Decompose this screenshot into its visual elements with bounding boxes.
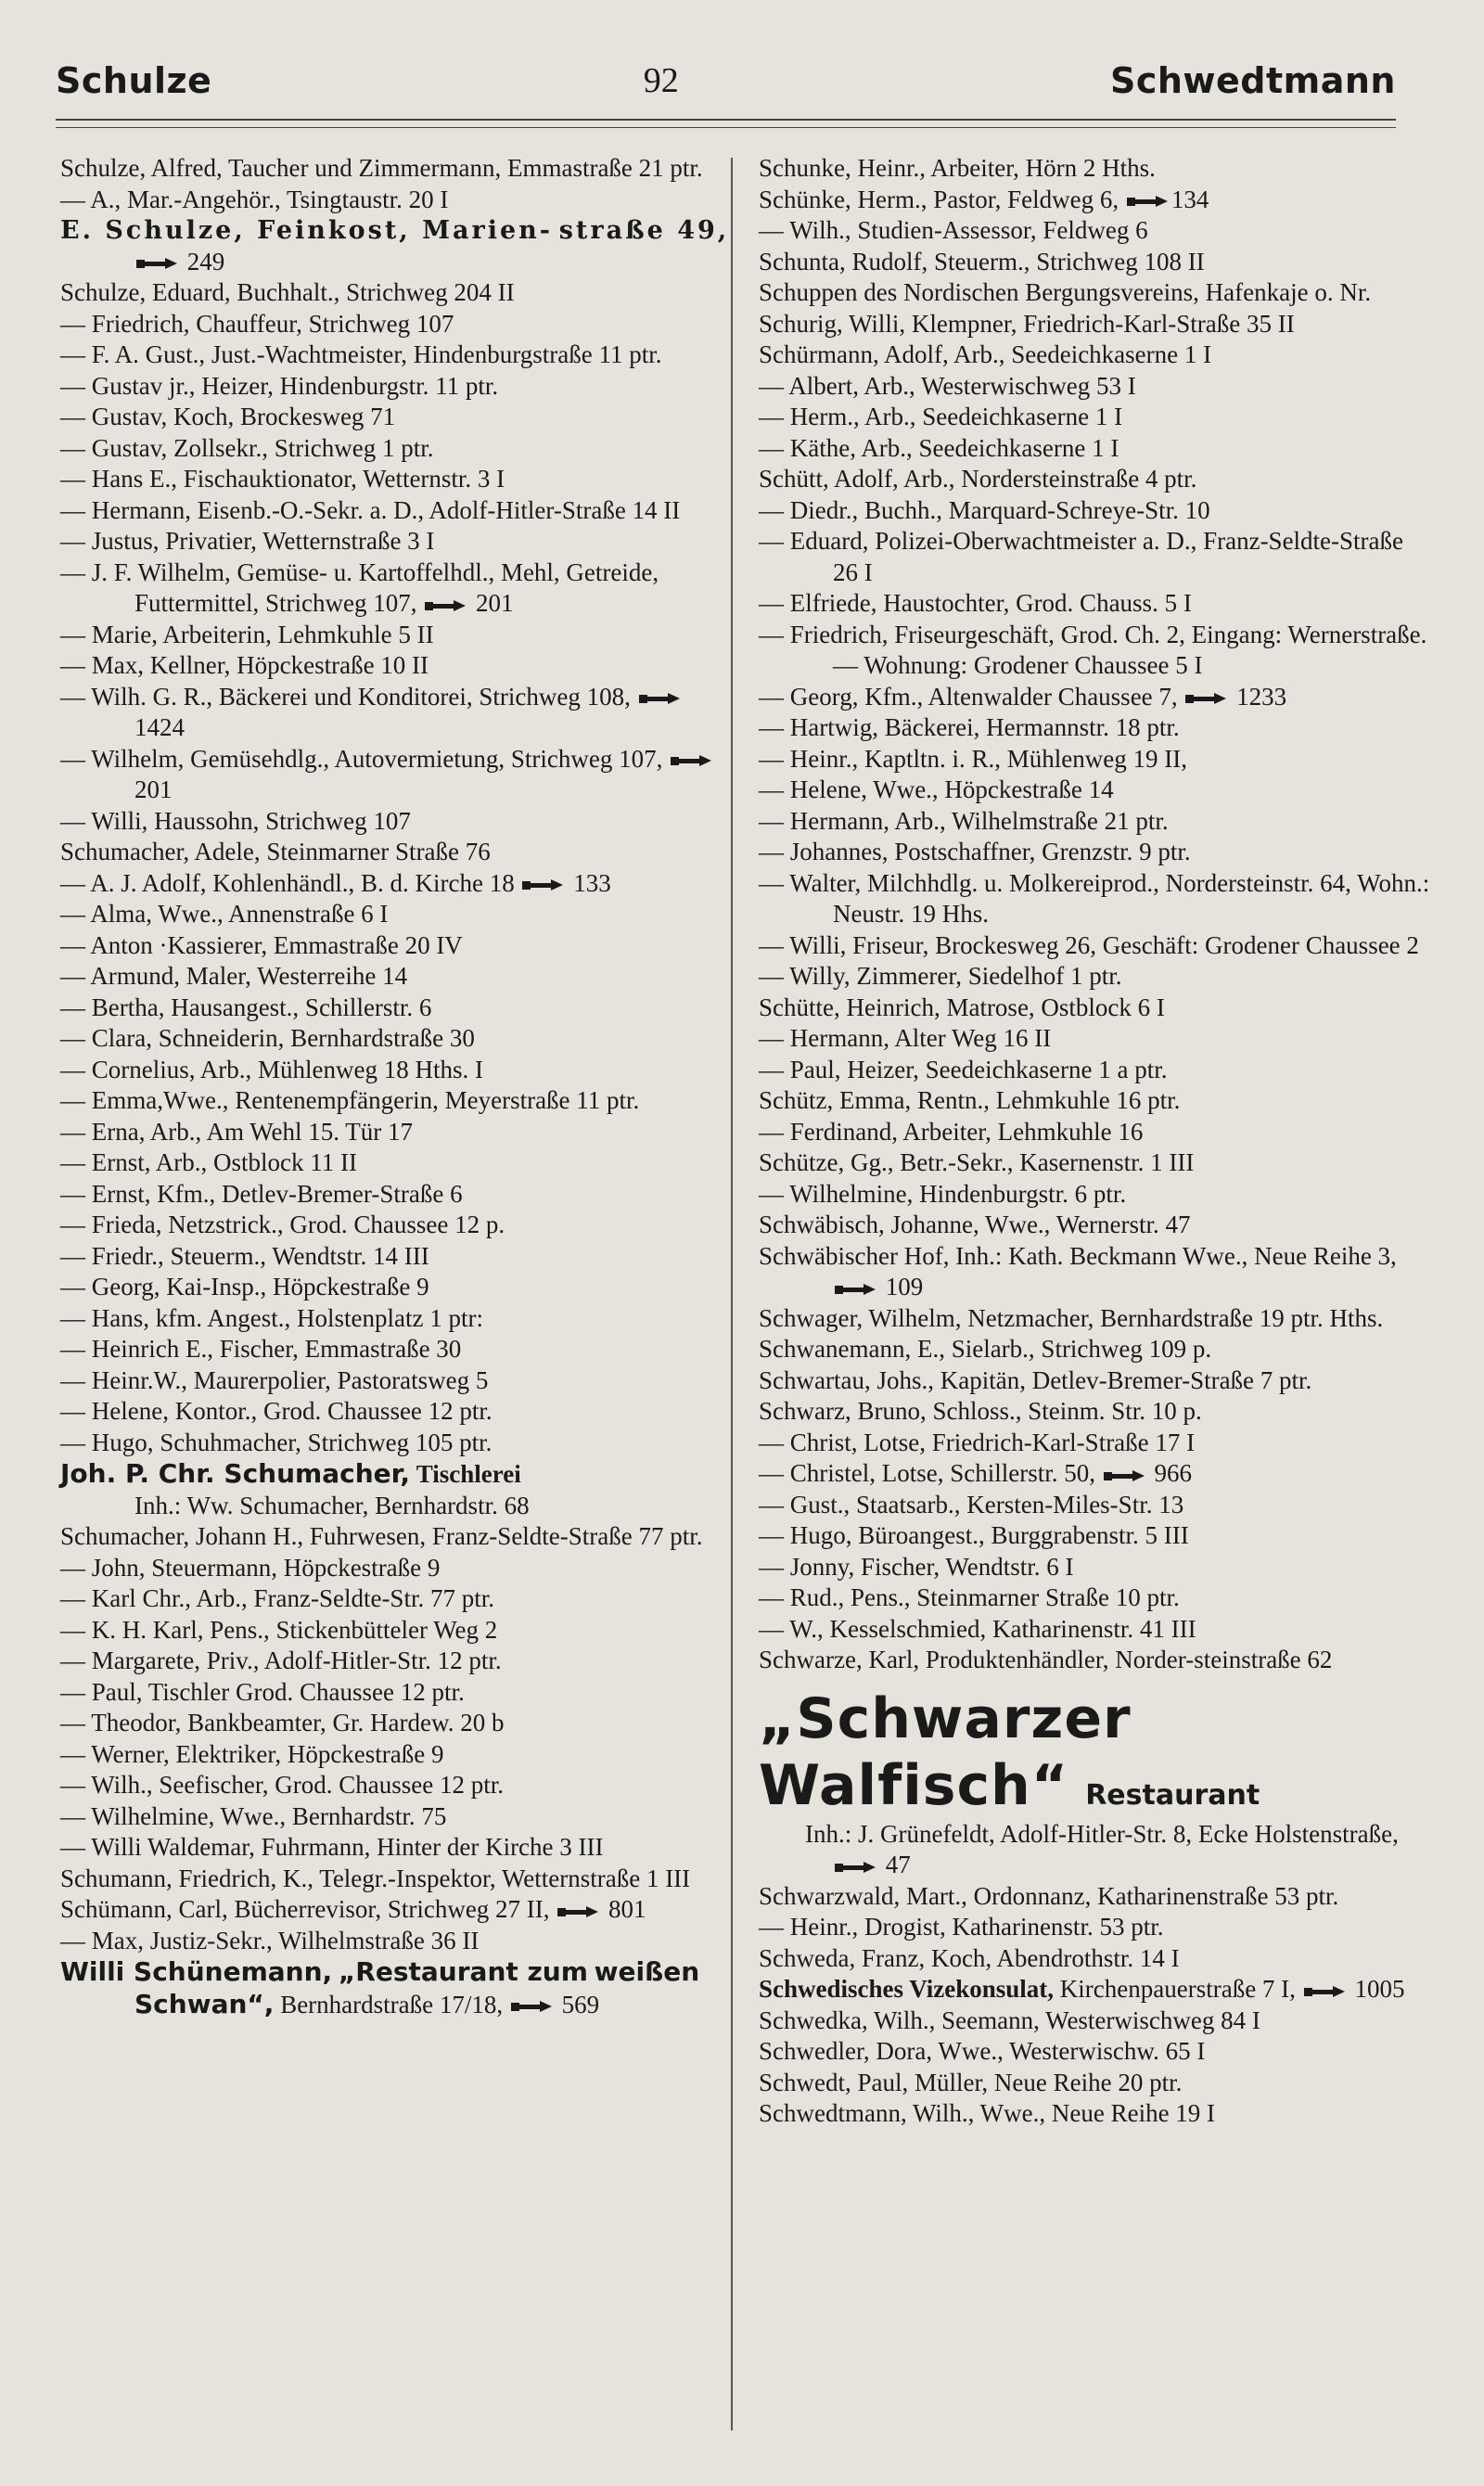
list-item: — Clara, Schneiderin, Bernhardstraße 30: [60, 1024, 475, 1052]
firm-name: Joh. P. Chr. Schumacher,: [60, 1458, 410, 1489]
list-item: — Wilhelmine, Hindenburgstr. 6 ptr.: [759, 1179, 1127, 1208]
telephone-receiver-icon: [1125, 193, 1171, 210]
telephone-receiver-icon: [833, 1859, 879, 1876]
list-item: — Frieda, Netzstrick., Grod. Chaussee 12 p.: [60, 1211, 505, 1238]
ad-subtitle: Restaurant: [1085, 1778, 1260, 1812]
entry-text: — Wilhelm, Gemüsehdlg., Autovermietung, Strichweg 107,: [60, 744, 663, 773]
list-item: — Wilh., Studien-Assessor, Feldweg 6: [759, 216, 1148, 244]
list-item-firm: [759, 1974, 1431, 2005]
list-item: [759, 682, 1431, 713]
entry-text: Schümann, Carl, Bücherrevisor, Strichweg 27 II,: [60, 1895, 550, 1923]
telephone-receiver-icon: [1102, 1467, 1148, 1484]
telephone-receiver-icon: [556, 1903, 602, 1920]
phone-number: 133: [573, 868, 611, 897]
entry-text: Schwäbischer Hof, Inh.: Kath. Beckmann Wwe., Neue Reihe 3,: [759, 1241, 1397, 1270]
right-column: [759, 153, 1436, 2130]
list-item: — Willi, Haussohn, Strichweg 107: [60, 806, 411, 835]
telephone-receiver-icon: [1183, 690, 1230, 707]
list-item: — Herm., Arb., Seedeichkaserne 1 I: [759, 403, 1123, 430]
list-item: [60, 1894, 733, 1926]
list-item: — Gustav jr., Heizer, Hindenburgstr. 11 ptr.: [60, 371, 499, 400]
list-item: — Wilhelmine, Wwe., Bernhardstr. 75: [60, 1801, 447, 1830]
list-item: — Max, Kellner, Höpckestraße 10 II: [60, 651, 429, 679]
firm-name: E. Schulze, Feinkost, Marien-: [60, 216, 553, 245]
telephone-receiver-icon: [833, 1281, 879, 1298]
list-item: — Willi, Friseur, Brockesweg 26, Geschäft: Grodener Chaussee 2: [759, 930, 1419, 959]
list-item: — F. A. Gust., Just.-Wachtmeister, Hindenburgstraße 11 ptr.: [60, 340, 662, 368]
telephone-receiver-icon: [637, 690, 684, 707]
list-item: Schwedka, Wilh., Seemann, Westerwischweg 84 I: [759, 2005, 1260, 2034]
list-item: Schütt, Adolf, Arb., Nordersteinstraße 4 ptr.: [759, 465, 1197, 493]
entry-text: — A. J. Adolf, Kohlenhändl., B. d. Kirche 18: [60, 868, 515, 897]
list-item: [60, 744, 733, 806]
list-item: — Karl Chr., Arb., Franz-Seldte-Str. 77 ptr.: [60, 1584, 494, 1612]
list-item: — Hermann, Alter Weg 16 II: [759, 1024, 1052, 1052]
phone-number: 966: [1154, 1459, 1192, 1487]
list-item: Inh.: Ww. Schumacher, Bernhardstr. 68: [134, 1491, 530, 1519]
list-item: — Hugo, Büroangest., Burggrabenstr. 5 III: [759, 1521, 1189, 1549]
firm-detail: weißen Schwan“,: [134, 1956, 709, 2019]
list-item: Schütz, Emma, Rentn., Lehmkuhle 16 ptr.: [759, 1086, 1181, 1114]
list-item: — Helene, Kontor., Grod. Chaussee 12 ptr.: [60, 1397, 493, 1425]
list-item: Schwarz, Bruno, Schloss., Steinm. Str. 10 p.: [759, 1397, 1202, 1425]
firm-name: Schwedisches Vizekonsulat,: [759, 1975, 1055, 2003]
phone-number: 249: [186, 247, 225, 276]
list-item: Schütte, Heinrich, Matrose, Ostblock 6 I: [759, 993, 1165, 1021]
list-item: — Erna, Arb., Am Wehl 15. Tür 17: [60, 1117, 414, 1146]
list-item: [60, 557, 733, 620]
list-item: Schulze, Eduard, Buchhalt., Strichweg 204 II: [60, 278, 515, 306]
list-item: — Friedrich, Chauffeur, Strichweg 107: [60, 309, 454, 338]
list-item: — Helene, Wwe., Höpckestraße 14: [759, 775, 1114, 803]
telephone-receiver-icon: [669, 752, 715, 769]
list-item: — Cornelius, Arb., Mühlenweg 18 Hths. I: [60, 1055, 483, 1083]
list-item: [60, 868, 733, 900]
phone-number: 801: [608, 1895, 646, 1923]
list-item-firm: [60, 215, 733, 277]
phone-number: 201: [475, 589, 514, 617]
phone-number: 109: [885, 1273, 924, 1301]
header-last-name: Schwedtmann: [1109, 60, 1396, 101]
firm-type: Tischlerei: [416, 1460, 521, 1488]
entry-text: Schünke, Herm., Pastor, Feldweg 6,: [759, 185, 1119, 213]
ad-title: „Schwarzer Walfisch“: [759, 1685, 1132, 1818]
list-item: — A., Mar.-Angehör., Tsingtaustr. 20 I: [60, 185, 449, 213]
list-item: — Eduard, Polizei-Oberwachtmeister a. D., Franz-Seldte-Straße 26 I: [759, 527, 1410, 586]
entry-text: Inh.: J. Grünefeldt, Adolf-Hitler-Str. 8, Ecke Holstenstraße,: [805, 1819, 1399, 1848]
phone-number: 1424: [134, 713, 185, 741]
list-item-firm: [60, 1956, 733, 2020]
entry-text: — Georg, Kfm., Altenwalder Chaussee 7,: [759, 682, 1178, 711]
list-item: Schunke, Heinr., Arbeiter, Hörn 2 Hths.: [759, 154, 1156, 182]
list-item: — Hugo, Schuhmacher, Strichweg 105 ptr.: [60, 1428, 493, 1456]
list-item: — W., Kesselschmied, Katharinenstr. 41 III: [759, 1614, 1196, 1643]
list-item: — Heinr., Drogist, Katharinenstr. 53 ptr.: [759, 1913, 1164, 1941]
list-item: — Bertha, Hausangest., Schillerstr. 6: [60, 993, 432, 1021]
list-item: Schumacher, Adele, Steinmarner Straße 76: [60, 838, 491, 865]
list-item: — Werner, Elektriker, Höpckestraße 9: [60, 1739, 444, 1768]
list-item: — Diedr., Buchh., Marquard-Schreye-Str. 10: [759, 495, 1210, 524]
list-item: — Willi Waldemar, Fuhrmann, Hinter der Kirche 3 III: [60, 1833, 604, 1861]
list-item: — Armund, Maler, Westerreihe 14: [60, 962, 408, 990]
list-item: — Willy, Zimmerer, Siedelhof 1 ptr.: [759, 962, 1122, 990]
phone-number: 201: [134, 775, 173, 803]
list-item: — Gustav, Zollsekr., Strichweg 1 ptr.: [60, 433, 434, 462]
list-item: Schumann, Friedrich, K., Telegr.-Inspektor, Wetternstraße 1 III: [60, 1864, 691, 1892]
telephone-receiver-icon: [134, 255, 181, 272]
firm-address: Kirchenpauerstraße 7 I,: [1059, 1975, 1296, 2003]
phone-number: 1233: [1236, 682, 1287, 711]
list-item: — Rud., Pens., Steinmarner Straße 10 ptr.: [759, 1583, 1180, 1611]
list-item: — Paul, Heizer, Seedeichkaserne 1 a ptr.: [759, 1055, 1168, 1083]
list-item: — Heinr.W., Maurerpolier, Pastoratsweg 5: [60, 1365, 489, 1394]
list-item: Schuppen des Nordischen Bergungsvereins, Hafenkaje o. Nr.: [759, 278, 1372, 306]
phone-number: 1005: [1354, 1975, 1405, 2003]
list-item: — Margarete, Priv., Adolf-Hitler-Str. 12 ptr.: [60, 1647, 502, 1674]
list-item: — Hermann, Eisenb.-O.-Sekr. a. D., Adolf-Hitler-Straße 14 II: [60, 495, 681, 524]
list-item: Schwäbisch, Johanne, Wwe., Wernerstr. 47: [759, 1211, 1191, 1238]
firm-detail: „Restaurant zum: [338, 1956, 588, 1987]
list-item: — Jonny, Fischer, Wendtstr. 6 I: [759, 1552, 1074, 1581]
restaurant-ad: [759, 1685, 1431, 1819]
entry-text: — Christel, Lotse, Schillerstr. 50,: [759, 1459, 1095, 1487]
left-column: [60, 153, 733, 2020]
list-item: — K. H. Karl, Pens., Stickenbütteler Weg 2: [60, 1615, 498, 1644]
list-item: — John, Steuermann, Höpckestraße 9: [60, 1553, 441, 1582]
page-number: 92: [643, 61, 679, 100]
list-item: — Elfriede, Haustochter, Grod. Chauss. 5 I: [759, 589, 1192, 617]
list-item: — Hans E., Fischauktionator, Wetternstr. 3 I: [60, 465, 505, 493]
list-item: Schulze, Alfred, Taucher und Zimmermann, Emmastraße 21 ptr.: [60, 154, 703, 182]
list-item: — Anton ·Kassierer, Emmastraße 20 IV: [60, 930, 463, 959]
list-item: — Christ, Lotse, Friedrich-Karl-Straße 17 I: [759, 1428, 1196, 1456]
list-item: — Theodor, Bankbeamter, Gr. Hardew. 20 b: [60, 1709, 505, 1736]
telephone-receiver-icon: [509, 1998, 556, 2015]
list-item: Schwedler, Dora, Wwe., Westerwischw. 65 I: [759, 2037, 1206, 2065]
list-item: Schurig, Willi, Klempner, Friedrich-Karl-Straße 35 II: [759, 309, 1295, 338]
list-item: Schumacher, Johann H., Fuhrwesen, Franz-Seldte-Straße 77 ptr.: [60, 1522, 703, 1550]
list-item: [60, 682, 733, 744]
list-item: Schwarze, Karl, Produktenhändler, Norder-steinstraße 62: [759, 1646, 1333, 1673]
entry-text: — Wilh. G. R., Bäckerei und Konditorei, Strichweg 108,: [60, 682, 631, 711]
header-rule-thin: [56, 127, 1396, 128]
firm-name: Willi Schünemann,: [60, 1956, 333, 1987]
telephone-receiver-icon: [520, 877, 567, 893]
header-rule: [56, 119, 1396, 121]
list-item: Schunta, Rudolf, Steuerm., Strichweg 108 II: [759, 247, 1205, 276]
telephone-receiver-icon: [1302, 1983, 1349, 2000]
list-item: — Heinr., Kaptltn. i. R., Mühlenweg 19 II,: [759, 744, 1187, 773]
list-item: — Alma, Wwe., Annenstraße 6 I: [60, 900, 389, 928]
telephone-receiver-icon: [423, 597, 469, 614]
list-item: — Hans, kfm. Angest., Holstenplatz 1 ptr:: [60, 1303, 483, 1332]
list-item: Schwedt, Paul, Müller, Neue Reihe 20 ptr.: [759, 2068, 1183, 2096]
page-header: [56, 48, 1396, 113]
firm-address: Bernhardstraße 17/18,: [280, 1990, 504, 2018]
list-item: [759, 1241, 1431, 1303]
list-item: Schwartau, Johs., Kapitän, Detlev-Bremer-Straße 7 ptr.: [759, 1365, 1312, 1394]
list-item: [759, 1458, 1431, 1490]
list-item: Schürmann, Adolf, Arb., Seedeichkaserne 1 I: [759, 340, 1212, 368]
list-item: — Albert, Arb., Westerwischweg 53 I: [759, 371, 1136, 400]
phone-number: 569: [561, 1990, 600, 2018]
list-item: — Wilh., Seefischer, Grod. Chaussee 12 ptr.: [60, 1771, 504, 1799]
list-item: Schwager, Wilhelm, Netzmacher, Bernhardstraße 19 ptr. Hths.: [759, 1303, 1384, 1332]
list-item: Schwarzwald, Mart., Ordonnanz, Katharinenstraße 53 ptr.: [759, 1881, 1339, 1910]
list-item: — Käthe, Arb., Seedeichkaserne 1 I: [759, 433, 1119, 462]
list-item: — Friedrich, Friseurgeschäft, Grod. Ch. 2, Eingang: Wernerstraße. — Wohnung: Grodener Chaussee 5 I: [759, 620, 1434, 679]
list-item: — Heinrich E., Fischer, Emmastraße 30: [60, 1335, 462, 1363]
list-item: — Marie, Arbeiterin, Lehmkuhle 5 II: [60, 620, 434, 648]
entry-text: — J. F. Wilhelm, Gemüse- u. Kartoffelhdl., Mehl, Getreide, Futtermittel, Strichweg 107,: [60, 557, 665, 617]
list-item: Schwedtmann, Wilh., Wwe., Neue Reihe 19 I: [759, 2099, 1216, 2127]
list-item: [759, 1819, 1431, 1881]
list-item: — Friedr., Steuerm., Wendtstr. 14 III: [60, 1241, 429, 1270]
header-first-name: Schulze: [56, 60, 212, 101]
list-item: — Max, Justiz-Sekr., Wilhelmstraße 36 II: [60, 1926, 480, 1954]
list-item: — Gust., Staatsarb., Kersten-Miles-Str. 13: [759, 1490, 1184, 1519]
list-item: — Georg, Kai-Insp., Höpckestraße 9: [60, 1273, 429, 1301]
list-item: — Johannes, Postschaffner, Grenzstr. 9 ptr.: [759, 838, 1191, 865]
list-item: — Paul, Tischler Grod. Chaussee 12 ptr.: [60, 1677, 465, 1706]
phone-number: 134: [1171, 185, 1209, 213]
phone-number: 47: [885, 1851, 911, 1878]
list-item: Schütze, Gg., Betr.-Sekr., Kasernenstr. 1 III: [759, 1148, 1195, 1176]
list-item: — Emma,Wwe., Rentenempfängerin, Meyerstraße 11 ptr.: [60, 1086, 640, 1114]
list-item: — Hermann, Arb., Wilhelmstraße 21 ptr.: [759, 806, 1169, 835]
list-item: — Hartwig, Bäckerei, Hermannstr. 18 ptr.: [759, 713, 1180, 741]
firm-address: straße 49,: [558, 216, 730, 245]
list-item: — Ernst, Arb., Ostblock 11 II: [60, 1148, 357, 1176]
list-item: Schwanemann, E., Sielarb., Strichweg 109 p.: [759, 1335, 1212, 1363]
list-item: — Ernst, Kfm., Detlev-Bremer-Straße 6: [60, 1179, 463, 1208]
list-item: — Gustav, Koch, Brockesweg 71: [60, 403, 396, 430]
list-item: — Justus, Privatier, Wetternstraße 3 I: [60, 527, 435, 555]
list-item-firm: [60, 1458, 733, 1491]
list-item: Schweda, Franz, Koch, Abendrothstr. 14 I: [759, 1943, 1180, 1972]
list-item: — Ferdinand, Arbeiter, Lehmkuhle 16: [759, 1117, 1144, 1146]
list-item: — Walter, Milchhdlg. u. Molkereiprod., Nordersteinstr. 64, Wohn.: Neustr. 19 Hhs.: [759, 868, 1436, 928]
list-item: [759, 185, 1431, 216]
